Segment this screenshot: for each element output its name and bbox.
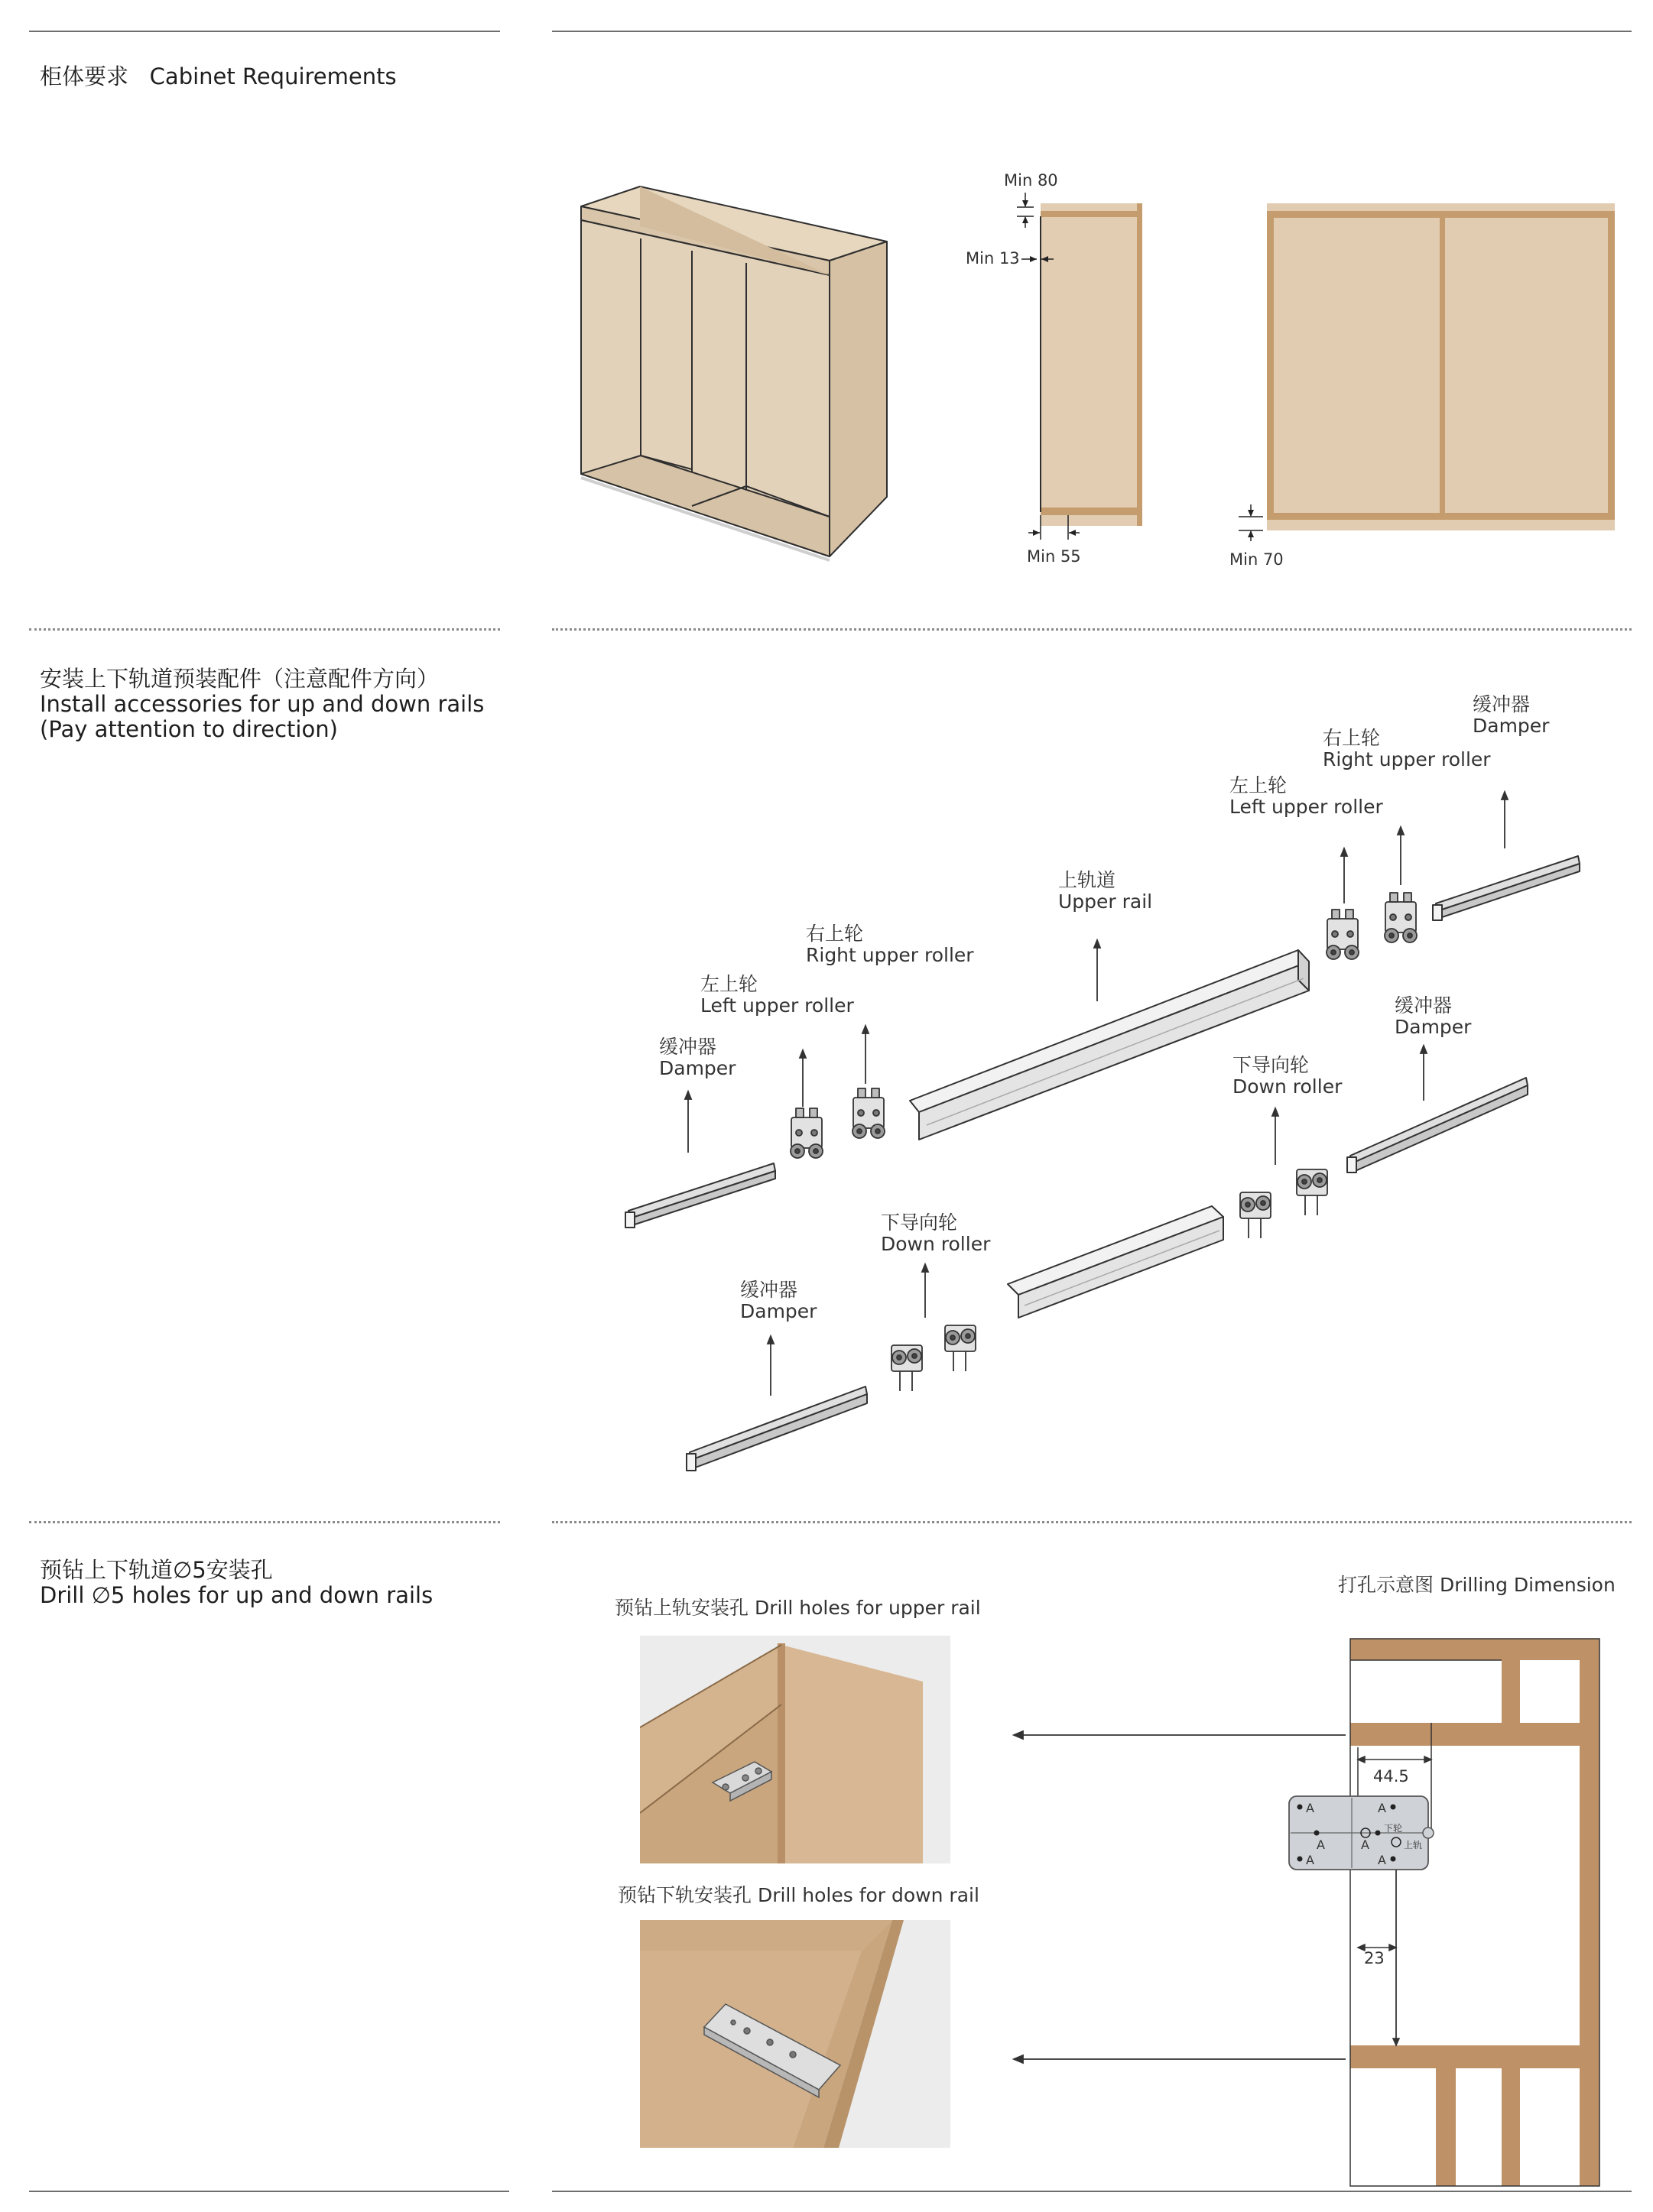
label-upper-rail-cn: 上轨道 <box>1058 869 1116 891</box>
dim-min55: Min 55 <box>1027 547 1081 566</box>
label-damper-en: Damper <box>659 1057 736 1079</box>
leader-arrows <box>1014 1731 1346 2063</box>
label-upper-rail-en: Upper rail <box>1058 890 1153 913</box>
label-right-upper-cn: 右上轮 <box>1323 727 1381 749</box>
drill-upper-caption: 预钻上轨安装孔 Drill holes for upper rail <box>615 1597 981 1619</box>
template-mark-a-2: A <box>1378 1801 1386 1815</box>
label-down-roller-cn: 下导向轮 <box>1232 1054 1310 1076</box>
label-damper-cn: 缓冲器 <box>1473 693 1531 715</box>
drill-down-caption: 预钻下轨安装孔 Drill holes for down rail <box>618 1884 979 1906</box>
accessories-title-cn: 安装上下轨道预装配件（注意配件方向） <box>40 666 440 692</box>
drilling-dimension-title: 打孔示意图 Drilling Dimension <box>1338 1574 1616 1596</box>
cabinet-frame-section <box>1350 1639 1599 2186</box>
dim-min80: Min 80 <box>1004 171 1058 190</box>
label-damper-en: Damper <box>1473 715 1550 737</box>
label-damper-cn: 缓冲器 <box>1395 994 1453 1017</box>
template-mark-upper-rail: 上轨 <box>1404 1840 1423 1850</box>
label-left-upper-cn: 左上轮 <box>700 973 758 995</box>
template-mark-a-4: A <box>1361 1837 1369 1852</box>
label-damper-en: Damper <box>740 1300 817 1322</box>
accessories-title-en-1: Install accessories for up and down rails <box>40 691 485 717</box>
label-left-upper-cn: 左上轮 <box>1229 774 1288 796</box>
label-damper-cn: 缓冲器 <box>740 1279 798 1301</box>
label-right-upper-en: Right upper roller <box>806 944 974 966</box>
label-left-upper-en: Left upper roller <box>700 994 854 1017</box>
dim-min70: Min 70 <box>1229 550 1284 569</box>
template-mark-lower-wheel: 下轮 <box>1384 1823 1403 1834</box>
label-down-roller-en: Down roller <box>1232 1075 1343 1098</box>
label-left-upper-en: Left upper roller <box>1229 796 1383 818</box>
label-right-upper-en: Right upper roller <box>1323 748 1491 770</box>
dim-min13: Min 13 <box>966 249 1020 268</box>
label-right-upper-cn: 右上轮 <box>806 923 864 945</box>
dim-23: 23 <box>1364 1949 1385 1967</box>
drill-title-en: Drill ∅5 holes for up and down rails <box>40 1582 434 1608</box>
label-down-roller-en: Down roller <box>881 1233 991 1255</box>
label-down-roller-cn: 下导向轮 <box>881 1211 958 1234</box>
template-mark-a-3: A <box>1317 1837 1325 1852</box>
template-mark-a-1: A <box>1306 1801 1314 1815</box>
cabinet-title-cn: 柜体要求 <box>40 63 129 89</box>
label-damper-cn: 缓冲器 <box>659 1036 717 1058</box>
dim-44-5: 44.5 <box>1373 1767 1409 1785</box>
accessories-title-en-2: (Pay attention to direction) <box>40 716 338 742</box>
template-mark-a-6: A <box>1378 1853 1386 1867</box>
cabinet-title-en: Cabinet Requirements <box>149 63 397 89</box>
label-damper-en: Damper <box>1395 1016 1472 1038</box>
drill-title-cn: 预钻上下轨道∅5安装孔 <box>40 1557 273 1583</box>
template-mark-a-5: A <box>1306 1853 1314 1867</box>
